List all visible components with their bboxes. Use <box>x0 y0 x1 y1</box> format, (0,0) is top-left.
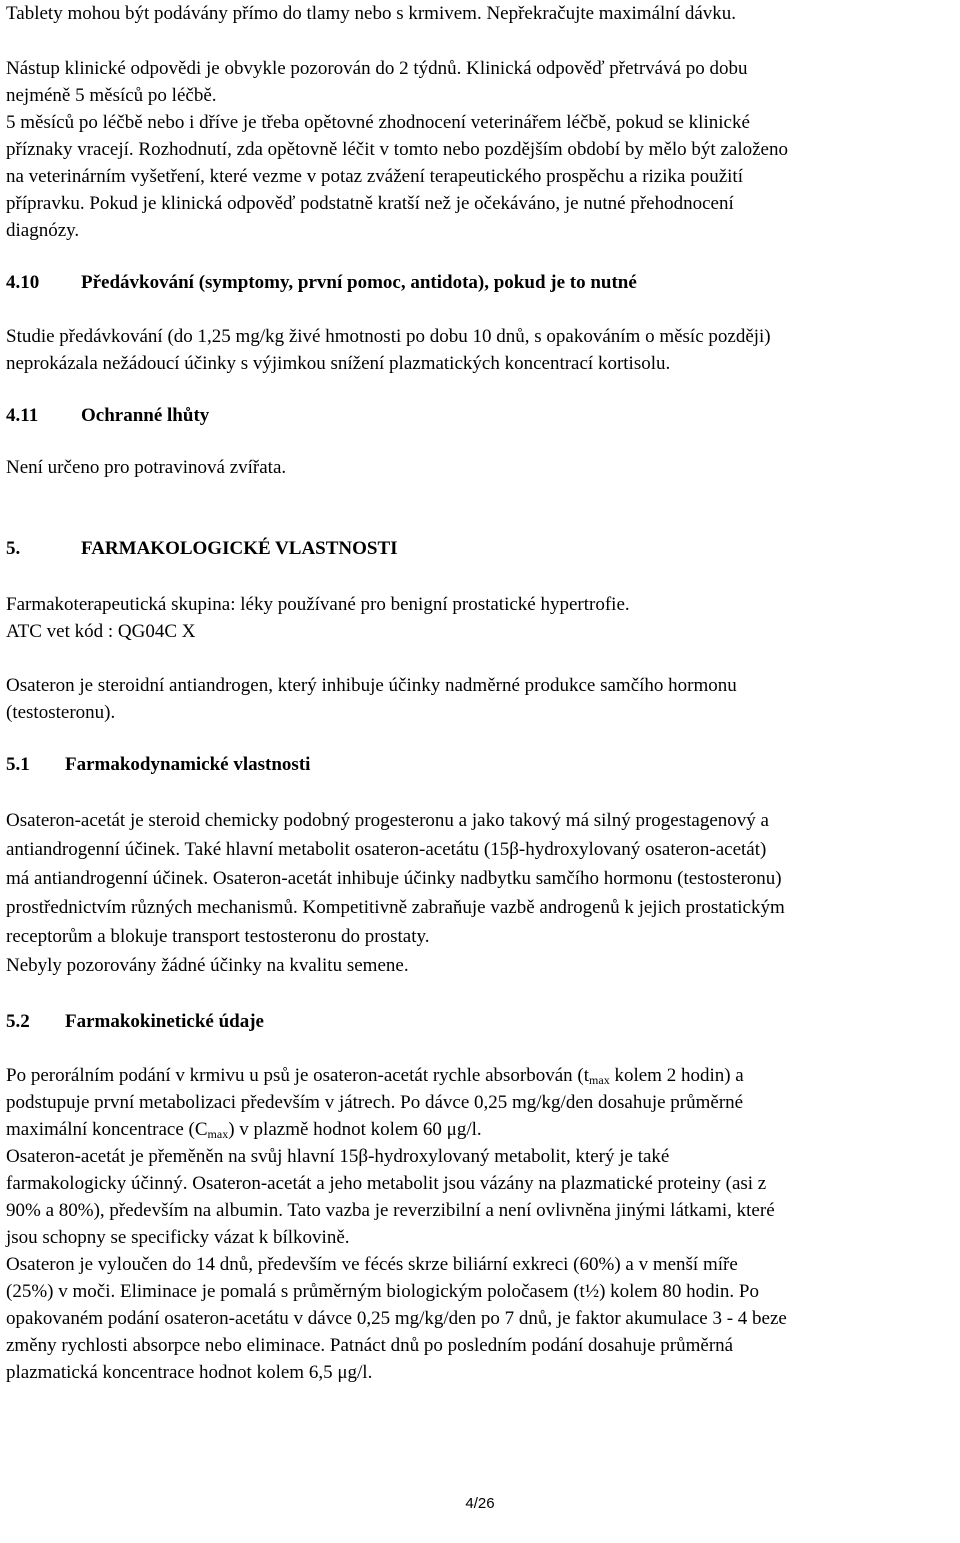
text-run: kolem 2 hodin) a <box>609 1065 744 1086</box>
paragraph-line: (25%) v moči. Eliminace je pomalá s průměrným biologickým poločasem (t½) kolem 80 hodin. Po <box>6 1281 759 1302</box>
paragraph-line: má antiandrogenní účinek. Osateron-acetát inhibuje účinky nadbytku samčího hormonu (testosteronu) <box>6 868 782 889</box>
section-title: FARMAKOLOGICKÉ VLASTNOSTI <box>81 538 398 559</box>
section-heading-4-10 <box>6 271 637 295</box>
paragraph-line: ATC vet kód : QG04C X <box>6 621 196 642</box>
section-heading-5 <box>6 537 398 561</box>
section-number: 5.1 <box>6 754 30 775</box>
paragraph-line: změny rychlosti absorpce nebo eliminace. Patnáct dnů po posledním podání dosahuje průměrná <box>6 1335 734 1356</box>
paragraph-line: Nástup klinické odpovědi je obvykle pozorován do 2 týdnů. Klinická odpověď přetrvává po dobu <box>6 58 748 79</box>
paragraph-line: diagnózy. <box>6 220 80 241</box>
paragraph-line: na veterinárním vyšetření, které vezme v potaz zvážení terapeutického prospěchu a rizika použití <box>6 166 743 187</box>
paragraph-line <box>6 1118 482 1142</box>
section-number: 5. <box>6 538 21 559</box>
text-run: ) v plazmě hodnot kolem 60 μg/l. <box>228 1119 482 1140</box>
paragraph-line: 90% a 80%), především na albumin. Tato vazba je reverzibilní a není ovlivněna jinými látkami, které <box>6 1200 775 1221</box>
section-title: Farmakokinetické údaje <box>65 1011 264 1032</box>
paragraph-line: prostřednictvím různých mechanismů. Kompetitivně zabraňuje vazbě androgenů k jejich prostatickým <box>6 897 785 918</box>
paragraph-line: nejméně 5 měsíců po léčbě. <box>6 85 217 106</box>
paragraph-line: Nebyly pozorovány žádné účinky na kvalitu semene. <box>6 955 409 976</box>
section-heading-5-1 <box>6 753 310 777</box>
paragraph-line: Není určeno pro potravinová zvířata. <box>6 457 287 478</box>
section-number: 5.2 <box>6 1011 30 1032</box>
paragraph-line: farmakologicky účinný. Osateron-acetát a jeho metabolit jsou vázány na plazmatické proteiny (asi z <box>6 1173 767 1194</box>
section-number: 4.11 <box>6 405 39 426</box>
subscript: max <box>589 1073 610 1087</box>
paragraph-line: neprokázala nežádoucí účinky s výjimkou snížení plazmatických koncentrací kortisolu. <box>6 353 671 374</box>
paragraph-line: 5 měsíců po léčbě nebo i dříve je třeba opětovné zhodnocení veterinářem léčbě, pokud se klinické <box>6 112 750 133</box>
page-number: 4/26 <box>465 1495 495 1512</box>
paragraph-line: receptorům a blokuje transport testosteronu do prostaty. <box>6 926 430 947</box>
text-run: Po perorálním podání v krmivu u psů je osateron-acetát rychle absorbován (t <box>6 1065 590 1086</box>
paragraph-line: jsou schopny se specificky vázat k bílkovině. <box>6 1227 350 1248</box>
section-title: Předávkování (symptomy, první pomoc, antidota), pokud je to nutné <box>81 272 637 293</box>
section-heading-5-2 <box>6 1010 264 1034</box>
paragraph-line: Studie předávkování (do 1,25 mg/kg živé hmotnosti po dobu 10 dnů, s opakováním o měsíc později) <box>6 326 771 347</box>
paragraph-line: Tablety mohou být podávány přímo do tlamy nebo s krmivem. Nepřekračujte maximální dávku. <box>6 3 736 24</box>
subscript: max <box>207 1127 229 1141</box>
section-title: Farmakodynamické vlastnosti <box>65 754 311 775</box>
paragraph-line: (testosteronu). <box>6 702 116 723</box>
paragraph-line: příznaky vracejí. Rozhodnutí, zda opětovně léčit v tomto nebo pozdějším období by mělo být založeno <box>6 139 788 160</box>
paragraph-line: Osateron-acetát je přeměněn na svůj hlavní 15β-hydroxylovaný metabolit, který je také <box>6 1146 670 1167</box>
paragraph-line: Osateron je steroidní antiandrogen, který inhibuje účinky nadměrné produkce samčího hormonu <box>6 675 737 696</box>
paragraph-line: antiandrogenní účinek. Také hlavní metabolit osateron-acetátu (15β-hydroxylovaný osateron-acetát) <box>6 839 767 860</box>
paragraph-line: opakovaném podání osateron-acetátu v dávce 0,25 mg/kg/den po 7 dnů, je faktor akumulace 3 - 4 beze <box>6 1308 787 1329</box>
paragraph-line: plazmatická koncentrace hodnot kolem 6,5 μg/l. <box>6 1362 373 1383</box>
paragraph-line <box>6 1064 744 1088</box>
section-heading-4-11 <box>6 404 209 428</box>
paragraph-line: podstupuje první metabolizaci především v játrech. Po dávce 0,25 mg/kg/den dosahuje průměrné <box>6 1092 744 1113</box>
paragraph-line: Osateron-acetát je steroid chemicky podobný progesteronu a jako takový má silný progestagenový a <box>6 810 769 831</box>
paragraph-line: přípravku. Pokud je klinická odpověď podstatně kratší než je očekáváno, je nutné přehodnocení <box>6 193 734 214</box>
paragraph-line: Osateron je vyloučen do 14 dnů, především ve fécés skrze biliární exkreci (60%) a v menší míře <box>6 1254 738 1275</box>
section-number: 4.10 <box>6 272 40 293</box>
section-title: Ochranné lhůty <box>81 405 210 426</box>
text-run: maximální koncentrace (C <box>6 1119 208 1140</box>
paragraph-line: Farmakoterapeutická skupina: léky používané pro benigní prostatické hypertrofie. <box>6 594 630 615</box>
